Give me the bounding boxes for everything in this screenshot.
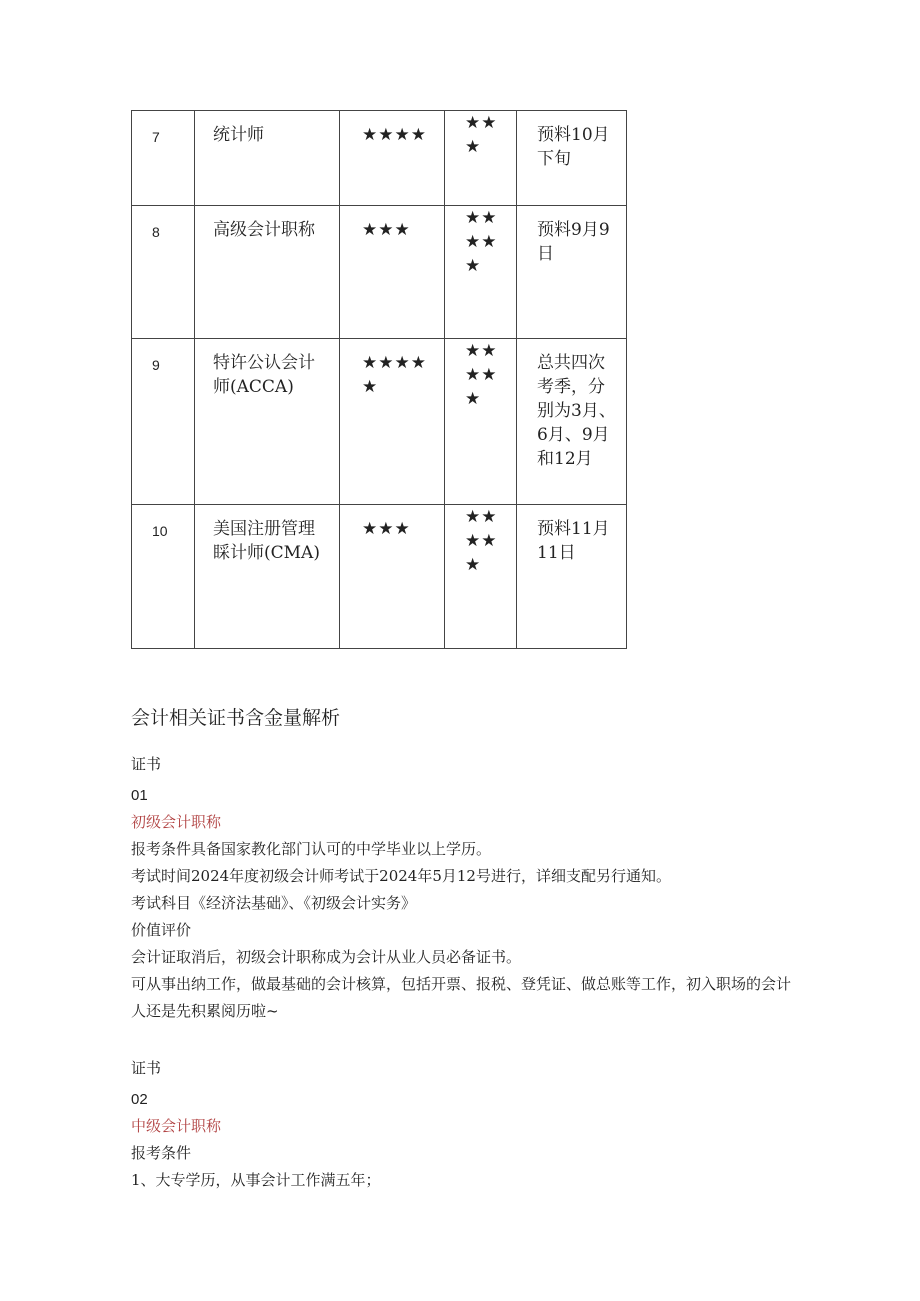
section1-label: 证书: [131, 755, 162, 773]
section1-line: 人还是先积累阅历啦~: [131, 1002, 279, 1020]
section1-line: 考试科目《经济法基础》、《初级会计实务》: [131, 894, 417, 912]
certificate-name: [195, 206, 340, 339]
section1-heading: 初级会计职称: [131, 813, 222, 831]
exam-date-line: 预料11月: [537, 519, 610, 539]
exam-date: [517, 339, 627, 505]
exam-date-line: 考季，分: [537, 377, 605, 397]
star-line: ★★: [465, 507, 498, 527]
exam-date: [517, 505, 627, 649]
table-row: [132, 505, 627, 649]
row-number: 7: [132, 111, 195, 206]
exam-date: [517, 206, 627, 339]
star-line: ★: [465, 389, 482, 409]
exam-date-line: 和12月: [537, 449, 593, 469]
article: [131, 705, 811, 1194]
section1-line: 考试时间2024年度初级会计师考试于2024年5月12号进行，详细支配另行通知。: [131, 867, 671, 885]
article-title: 会计相关证书含金量解析: [131, 707, 341, 729]
section1-line: 会计证取消后，初级会计职称成为会计从业人员必备证书。: [131, 948, 522, 966]
certificate-name-line: 统计师: [213, 125, 264, 145]
section2-heading: 中级会计职称: [131, 1117, 222, 1135]
row-number: 10: [132, 505, 195, 649]
value-stars: [445, 339, 517, 505]
star-line: ★: [465, 555, 482, 575]
value-stars: [445, 505, 517, 649]
star-line: ★: [465, 256, 482, 276]
star-line: ★★: [465, 531, 498, 551]
certificate-table: [131, 110, 627, 649]
certificate-name: [195, 505, 340, 649]
value-stars: [445, 206, 517, 339]
row-number: 8: [132, 206, 195, 339]
table-row: [132, 111, 627, 206]
section1-line: 报考条件具备国家教化部门认可的中学毕业以上学历。: [131, 840, 492, 858]
certificate-name-line: 特许公认会计: [213, 353, 315, 373]
star-line: ★★: [465, 365, 498, 385]
table-row: [132, 206, 627, 339]
section2-line: 1、大专学历，从事会计工作满五年；: [131, 1171, 381, 1189]
star-line: ★★: [465, 208, 498, 228]
difficulty-stars: ★★★★: [340, 111, 445, 206]
exam-date-line: 预料9月9: [537, 220, 610, 240]
exam-date: [517, 111, 627, 206]
difficulty-stars: ★★★★ ★: [340, 339, 445, 505]
certificate-name-line: 师(ACCA): [213, 377, 294, 397]
exam-date-line: 日: [537, 244, 554, 264]
section1-line: 价值评价: [131, 921, 192, 939]
star-line: ★★: [465, 232, 498, 252]
exam-date-line: 总共四次: [537, 353, 605, 373]
certificate-name: [195, 339, 340, 505]
section2-line: 报考条件: [131, 1144, 192, 1162]
exam-date-line: 别为3月、: [537, 401, 616, 421]
exam-date-line: 11日: [537, 543, 576, 563]
star-line: ★★: [465, 341, 498, 361]
certificate-name-line: 睬计师(CMA): [213, 543, 320, 563]
exam-date-line: 6月、9月: [537, 425, 610, 445]
value-stars: [445, 111, 517, 206]
certificate-name: [195, 111, 340, 206]
section2-label: 证书: [131, 1059, 162, 1077]
section1-line: 可从事出纳工作，做最基础的会计核算，包括开票、报税、登凭证、做总账等工作，初入职场的会计: [131, 975, 792, 993]
section1-number: 01: [131, 787, 148, 804]
certificate-name-line: 高级会计职称: [213, 220, 315, 240]
star-line: ★★: [465, 113, 498, 133]
certificate-name-line: 美国注册管理: [213, 519, 315, 539]
row-number: 9: [132, 339, 195, 505]
section2-number: 02: [131, 1091, 148, 1108]
difficulty-stars: ★★★: [340, 505, 445, 649]
table-row: [132, 339, 627, 505]
difficulty-stars: ★★★: [340, 206, 445, 339]
exam-date-line: 下旬: [537, 149, 571, 169]
exam-date-line: 预料10月: [537, 125, 610, 145]
star-line: ★: [465, 137, 482, 157]
